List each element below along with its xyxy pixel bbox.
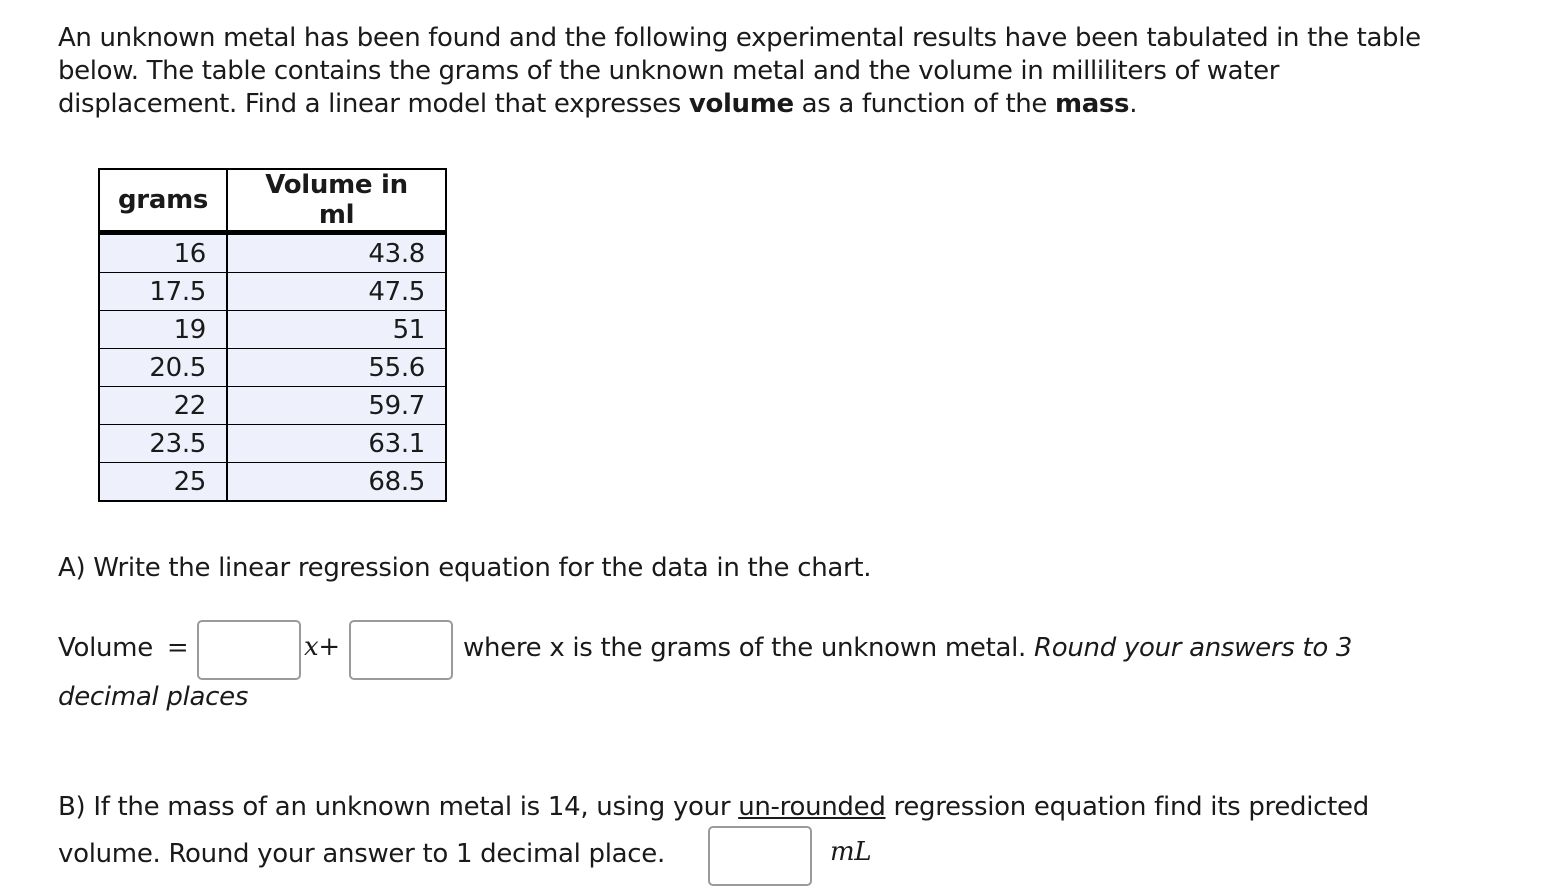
problem-statement <box>58 22 1518 121</box>
cell-grams: 16 <box>99 233 227 273</box>
table-row <box>99 425 446 463</box>
table-row <box>99 273 446 311</box>
rounding-instruction: Round your answers to 3 <box>1033 633 1353 663</box>
rounding-instruction-continued: decimal places <box>58 682 249 712</box>
part-b-text-start: B) If the mass of an unknown metal is 14, using your <box>58 792 739 822</box>
cell-grams: 20.5 <box>99 349 227 387</box>
column-header-volume: Volume in ml <box>227 169 446 233</box>
table-row <box>99 349 446 387</box>
cell-grams: 25 <box>99 463 227 502</box>
equals-sign: = <box>166 633 189 663</box>
keyword-mass: mass <box>1054 89 1130 119</box>
problem-line-3 <box>58 88 1518 121</box>
cell-volume: 43.8 <box>227 233 446 273</box>
cell-grams: 17.5 <box>99 273 227 311</box>
keyword-volume: volume <box>688 89 794 119</box>
plus-sign: + <box>318 632 340 662</box>
x-plus-symbol <box>304 632 340 662</box>
predicted-volume-input[interactable] <box>708 826 812 886</box>
volume-equals-label <box>58 633 188 663</box>
part-b-question-line-2: volume. Round your answer to 1 decimal place. <box>58 839 665 869</box>
column-header-grams: grams <box>99 169 227 233</box>
cell-volume: 59.7 <box>227 387 446 425</box>
table-row <box>99 233 446 273</box>
cell-volume: 63.1 <box>227 425 446 463</box>
cell-volume: 51 <box>227 311 446 349</box>
x-variable: x <box>304 632 319 662</box>
equation-instructions <box>463 633 1352 663</box>
table-row <box>99 463 446 502</box>
problem-line-2: below. The table contains the grams of the unknown metal and the volume in milliliters of water <box>58 56 1280 86</box>
table-row <box>99 387 446 425</box>
part-b-text-end: regression equation find its predicted <box>885 792 1369 822</box>
slope-input[interactable] <box>197 620 301 680</box>
part-b-question-line-1 <box>58 792 1369 822</box>
cell-grams: 23.5 <box>99 425 227 463</box>
cell-grams: 22 <box>99 387 227 425</box>
cell-grams: 19 <box>99 311 227 349</box>
problem-line-1: An unknown metal has been found and the following experimental results have been tabulated in the table <box>58 23 1421 53</box>
part-a-question: A) Write the linear regression equation for the data in the chart. <box>58 553 872 583</box>
cell-volume: 68.5 <box>227 463 446 502</box>
problem-line-3-mid: as a function of the <box>793 89 1055 119</box>
where-x-text: where x is the grams of the unknown metal. <box>463 633 1034 663</box>
data-table <box>98 168 447 502</box>
cell-volume: 47.5 <box>227 273 446 311</box>
unit-label: mL <box>830 837 872 867</box>
problem-line-3-start: displacement. Find a linear model that expresses <box>58 89 689 119</box>
problem-line-3-end: . <box>1129 89 1138 119</box>
table-header-row <box>99 169 446 233</box>
cell-volume: 55.6 <box>227 349 446 387</box>
intercept-input[interactable] <box>349 620 453 680</box>
un-rounded-emphasis: un-rounded <box>738 792 886 822</box>
volume-label: Volume <box>58 633 153 663</box>
table-row <box>99 311 446 349</box>
